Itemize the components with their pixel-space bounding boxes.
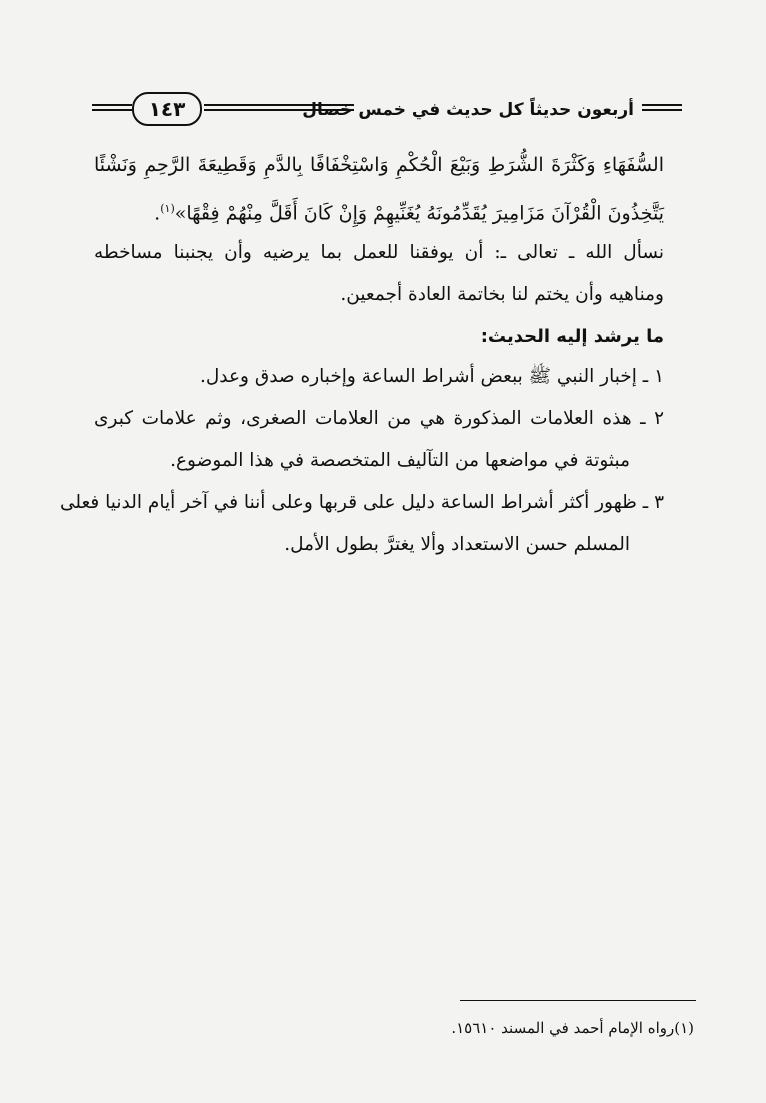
header-title: أربعون حديثاً كل حديث في خمس خصال (302, 100, 634, 120)
footnote-reference: (١) (160, 202, 175, 215)
running-header (92, 88, 682, 132)
guidance-heading: ما يرشد إليه الحديث: (480, 326, 664, 347)
guidance-point-3-line-1: ٣ ـ ظهور أكثر أشراط الساعة دليل على قربها وعلى أننا في آخر أيام الدنيا فعلى (59, 492, 664, 513)
header-rule-middle (204, 104, 354, 111)
guidance-point-2-line-1: ٢ ـ هذه العلامات المذكورة هي من العلامات الصغرى، وثم علامات كبرى (94, 408, 664, 429)
header-rule-left (92, 104, 132, 111)
guidance-point-3-line-2: المسلم حسن الاستعداد وألا يغترَّ بطول الأمل. (284, 534, 630, 555)
guidance-point-2-line-2: مبثوتة في مواضعها من التآليف المتخصصة في هذا الموضوع. (170, 450, 630, 471)
prayer-line-2: ومناهيه وأن يختم لنا بخاتمة العادة أجمعين. (340, 284, 664, 305)
header-rule-right (642, 104, 682, 111)
hadith-quote-line-2-text: يَتَّخِذُونَ الْقُرْآنَ مَزَامِيرَ يُقَدِّمُونَهُ يُغَنِّيهِمْ وَإِنْ كَانَ أَقَلَّ مِنْهُمْ فِقْهًا» (174, 202, 664, 225)
quote-end-mark: . (154, 202, 161, 225)
footnote-separator (460, 1000, 696, 1001)
footnote: (١)رواه الإمام أحمد في المسند ١٥٦١٠. (451, 1019, 694, 1037)
hadith-quote-line-1: السُّفَهَاءِ وَكَثْرَةَ الشُّرَطِ وَبَيْعَ الْحُكْمِ وَاسْتِخْفَافًا بِالدَّمِ وَقَطِيعَةَ الرَّحِمِ وَنَشْئًا (94, 154, 664, 176)
page-number: ١٤٣ (132, 92, 202, 126)
prayer-line-1: نسأل الله ـ تعالى ـ: أن يوفقنا للعمل بما يرضيه وأن يجنبنا مساخطه (94, 242, 664, 263)
guidance-point-1: ١ ـ إخبار النبي ﷺ ببعض أشراط الساعة وإخباره صدق وعدل. (199, 366, 664, 387)
hadith-quote-line-2 (94, 194, 664, 228)
